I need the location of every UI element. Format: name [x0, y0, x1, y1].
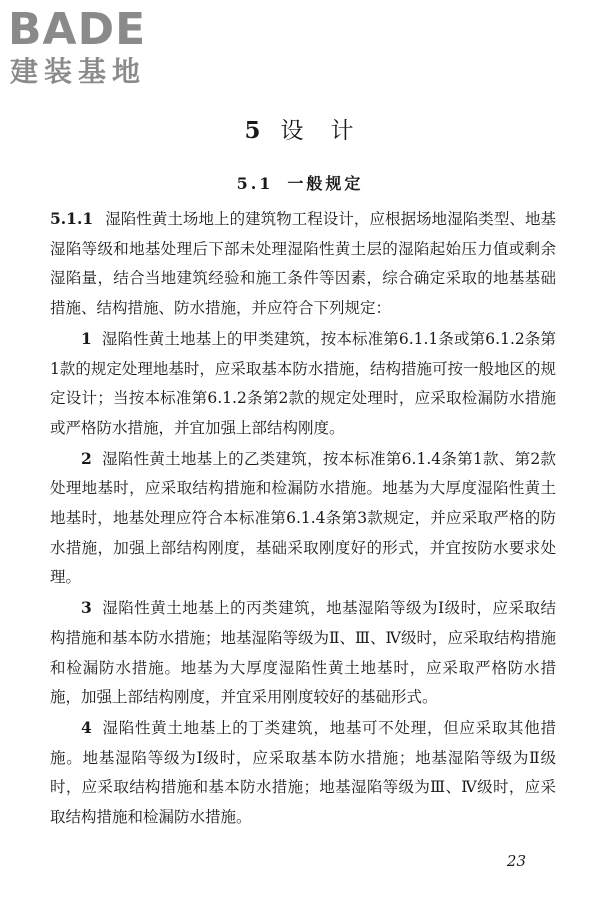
- list-item: [50, 713, 556, 833]
- body-text: [50, 204, 556, 833]
- section-title: 一般规定: [287, 174, 364, 193]
- item-number: 2: [81, 448, 92, 468]
- item-number: 1: [81, 328, 92, 348]
- bade-logo: [8, 6, 178, 92]
- item-text: 湿陷性黄土地基上的丁类建筑，地基可不处理，但应采取其他措施。地基湿陷等级为Ⅰ级时，应采取基本防水措施；地基湿陷等级为Ⅱ级时，应采取结构措施和基本防水措施；地基湿陷等级为Ⅲ、Ⅳ级时，应采取结构措施和检漏防水措施。: [50, 718, 556, 827]
- section-number: 5.1: [236, 174, 274, 193]
- item-text: 湿陷性黄土地基上的甲类建筑，按本标准第6.1.1条或第6.1.2条第1款的规定处理地基时，应采取基本防水措施，结构措施可按一般地区的规定设计；当按本标准第6.1.2条第2款的规定处理时，应采取检漏防水措施或严格防水措施，并宜加强上部结构刚度。: [50, 329, 556, 437]
- logo-chinese-text: 建装基地: [10, 55, 147, 88]
- item-number: 4: [81, 717, 92, 737]
- chapter-title: 设 计: [280, 118, 356, 144]
- item-text: 湿陷性黄土地基上的乙类建筑，按本标准第6.1.4条第1款、第2款处理地基时，应采取结构措施和检漏防水措施。地基为大厚度湿陷性黄土地基时，地基处理应符合本标准第6.1.4条第3款规定，并应采取严格的防水措施，加强上部结构刚度，基础采取刚度好的形式，并宜按防水要求处理。: [50, 449, 556, 587]
- clause-number: 5.1.1: [50, 209, 94, 228]
- page-number: 23: [506, 852, 526, 870]
- section-heading: [0, 172, 600, 196]
- chapter-number: 5: [244, 117, 263, 144]
- logo-latin-text: BADE: [8, 4, 147, 55]
- list-item: [50, 324, 556, 444]
- clause-paragraph: [50, 204, 556, 324]
- list-item: [50, 444, 556, 594]
- chapter-heading: [0, 116, 600, 146]
- item-text: 湿陷性黄土地基上的丙类建筑，地基湿陷等级为Ⅰ级时，应采取结构措施和基本防水措施；地基湿陷等级为Ⅱ、Ⅲ、Ⅳ级时，应采取结构措施和检漏防水措施。地基为大厚度湿陷性黄土地基时，应采取严格防水措施，加强上部结构刚度，并宜采用刚度较好的基础形式。: [50, 599, 556, 707]
- item-number: 3: [81, 598, 92, 618]
- list-item: [50, 593, 556, 713]
- clause-text: 湿陷性黄土场地上的建筑物工程设计，应根据场地湿陷类型、地基湿陷等级和地基处理后下部未处理湿陷性黄土层的湿陷起始压力值或剩余湿陷量，结合当地建筑经验和施工条件等因素，综合确定采取的地基基础措施、结构措施、防水措施，并应符合下列规定：: [50, 210, 556, 318]
